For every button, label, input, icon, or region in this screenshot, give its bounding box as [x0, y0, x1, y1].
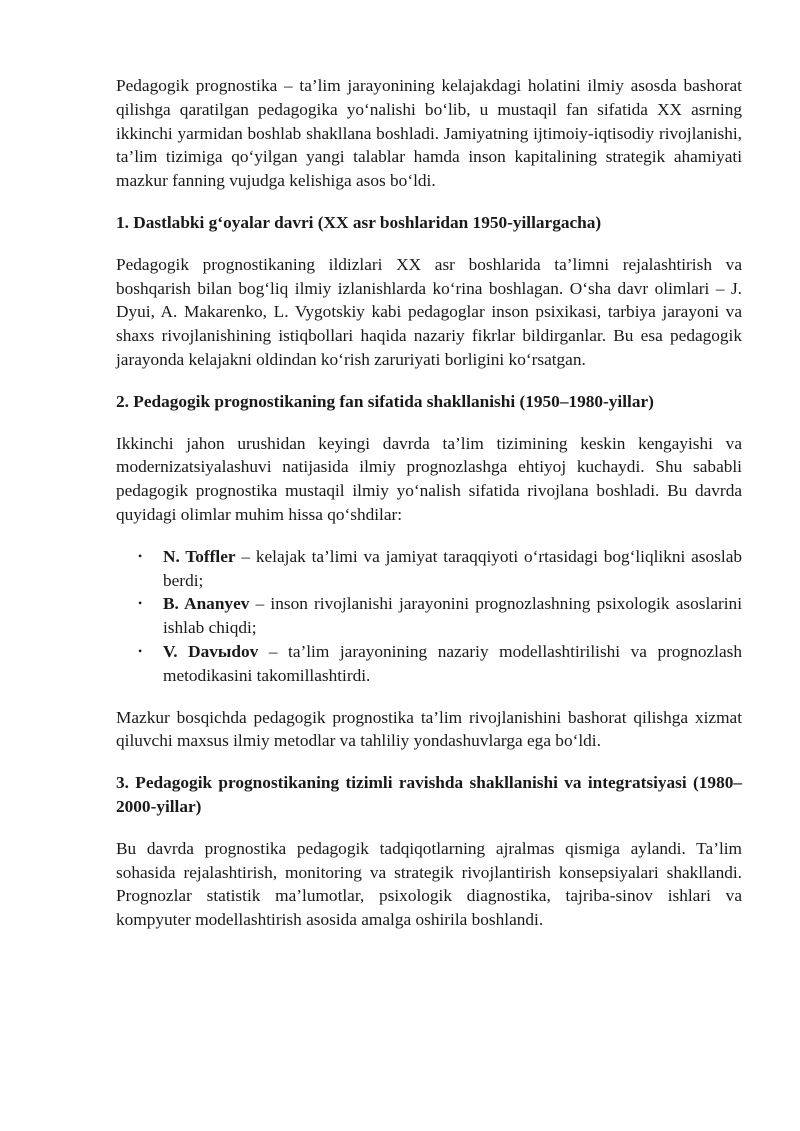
list-item: [116, 545, 742, 593]
section-2-heading: 2. Pedagogik prognostikaning fan sifatida shakllanishi (1950–1980-yillar): [116, 391, 654, 411]
scholar-contribution: – inson rivojlanishi jarayonini prognozlashning psixologik asoslarini ishlab chiqdi;: [163, 594, 742, 638]
section-3-paragraph: Bu davrda prognostika pedagogik tadqiqotlarning ajralmas qismiga aylandi. Ta’lim sohasida rejalashtirish, monitoring va strategik rivojlantirish konsepsiyalari shakllandi. Prognozlar statistik ma’lumotlar, psixologik diagnostika, tajriba-sinov ishlari va kompyuter modellashtirish asosida amalga oshirila boshlandi.: [116, 838, 742, 930]
intro-paragraph: Pedagogik prognostika – ta’lim jarayonining kelajakdagi holatini ilmiy asosda bashorat qilishga qaratilgan pedagogika yo‘nalishi bo‘lib, u mustaqil fan sifatida XX asrning ikkinchi yarmidan boshlab shakllana boshladi. Jamiyatning ijtimoiy-iqtisodiy rivojlanishi, ta’lim tizimiga qo‘yilgan yangi talablar hamda inson kapitalining strategik ahamiyati mazkur fanning vujudga kelishiga asos bo‘ldi.: [116, 76, 742, 191]
scholar-name: N. Toffler: [163, 546, 236, 566]
scholar-name: B. Ananyev: [163, 594, 250, 614]
list-item: [116, 592, 742, 640]
scholar-contribution: – ta’lim jarayonining nazariy modellashtirilishi va prognozlash metodikasini takomillashtirdi.: [163, 641, 742, 685]
scholars-list: [116, 545, 742, 688]
section-1-paragraph: Pedagogik prognostikaning ildizlari XX asr boshlarida ta’limni rejalashtirish va boshqarish bilan bog‘liq ilmiy izlanishlarda ko‘rina boshlagan. O‘sha davr olimlari – J. Dyui, A. Makarenko, L. Vygotskiy kabi pedagoglar inson psixikasi, tarbiya jarayoni va shaxs rivojlanishining istiqbollari haqida nazariy fikrlar bildirganlar. Bu esa pedagogik jarayonda kelajakni oldindan ko‘rish zaruriyati borligini ko‘rsatgan.: [116, 254, 742, 369]
section-2-paragraph: Ikkinchi jahon urushidan keyingi davrda ta’lim tizimining keskin kengayishi va modernizatsiyalashuvi natijasida ilmiy prognozlashga ehtiyoj kuchaydi. Shu sababli pedagogik prognostika mustaqil ilmiy yo‘nalish sifatida rivojlana boshladi. Bu davrda quyidagi olimlar muhim hissa qo‘shdilar:: [116, 433, 742, 524]
section-1-heading: 1. Dastlabki g‘oyalar davri (XX asr boshlaridan 1950-yillargacha): [116, 212, 602, 232]
list-item: [116, 640, 742, 688]
section-3-heading: 3. Pedagogik prognostikaning tizimli ravishda shakllanishi va integratsiyasi (1980–2000-yillar): [116, 773, 742, 816]
document-page: [116, 74, 742, 950]
scholar-contribution: – kelajak ta’limi va jamiyat taraqqiyoti o‘rtasidagi bog‘liqlikni asoslab berdi;: [163, 546, 743, 590]
bullet-icon: •: [138, 596, 143, 611]
bullet-icon: •: [138, 548, 143, 563]
bullet-icon: •: [138, 643, 143, 658]
section-2-closing-paragraph: Mazkur bosqichda pedagogik prognostika ta’lim rivojlanishini bashorat qilishga xizmat qiluvchi maxsus ilmiy metodlar va tahliliy yondashuvlarga ega bo‘ldi.: [116, 707, 742, 751]
scholar-name: V. Davыdov: [163, 641, 259, 661]
